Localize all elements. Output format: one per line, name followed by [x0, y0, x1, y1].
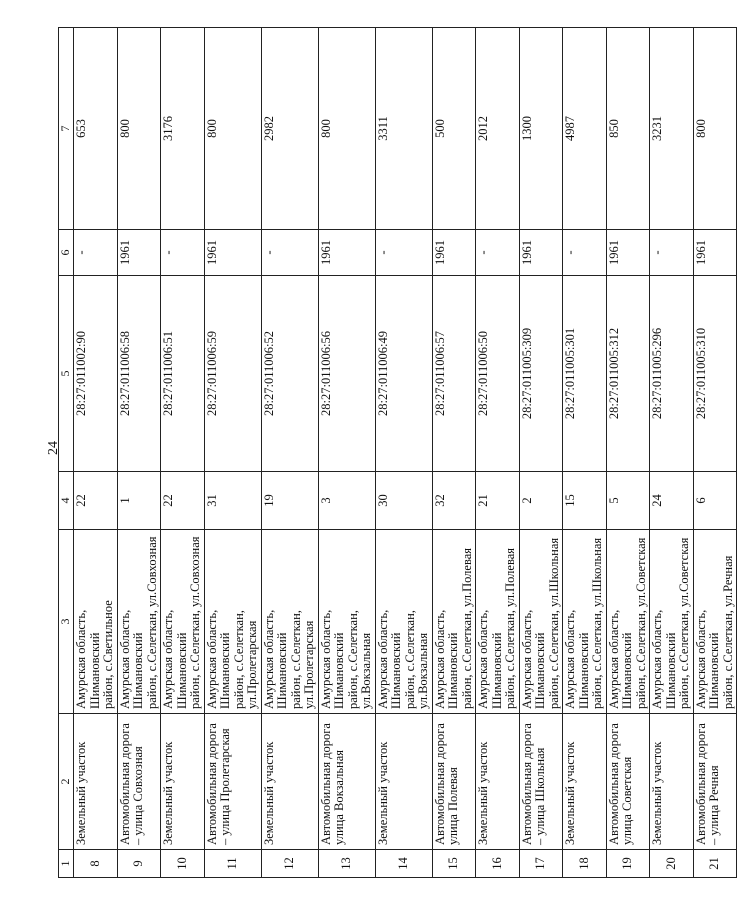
- address-line: район, с.Селеткан, ул.Совхозная: [144, 536, 159, 709]
- object-address: [476, 530, 520, 714]
- object-address: [650, 530, 694, 714]
- header-row: [59, 28, 74, 878]
- value: 500: [432, 28, 476, 230]
- object-name: Земельный участок: [375, 714, 432, 850]
- row-number: 9: [117, 850, 161, 878]
- column-number-header: 3: [59, 530, 74, 714]
- cadastral-number: 28:27:011006:52: [261, 276, 318, 472]
- address-line: район, с.Селеткан, ул.Совхозная: [188, 536, 202, 709]
- value: 2012: [476, 28, 520, 230]
- object-name: Автомобильная дорога – улица Пролетарская: [204, 714, 261, 850]
- object-name: Автомобильная дорога – улица Речная: [693, 714, 737, 850]
- year: 1961: [606, 230, 650, 276]
- object-name: Земельный участок: [563, 714, 607, 850]
- cadastral-number: 28:27:011005:312: [606, 276, 650, 472]
- object-name: Автомобильная дорога улица Вокзальная: [318, 714, 375, 850]
- address-number: 22: [161, 472, 205, 530]
- address-line: Амурская область, Шимановский: [261, 609, 289, 709]
- table-row: [318, 28, 375, 878]
- row-number: 8: [74, 850, 118, 878]
- address-number: 5: [606, 472, 650, 530]
- object-address: [204, 530, 261, 714]
- address-line: Амурская область, Шимановский: [693, 609, 721, 709]
- year: -: [476, 230, 520, 276]
- column-number-header: 1: [59, 850, 74, 878]
- page-number: 24: [46, 441, 61, 455]
- table-row: [117, 28, 161, 878]
- year: -: [375, 230, 432, 276]
- object-address: [519, 530, 563, 714]
- object-address: [161, 530, 205, 714]
- table-row: [74, 28, 118, 878]
- value: 653: [74, 28, 118, 230]
- value: 3311: [375, 28, 432, 230]
- cadastral-number: 28:27:011005:296: [650, 276, 694, 472]
- cadastral-number: 28:27:011006:51: [161, 276, 205, 472]
- address-number: 21: [476, 472, 520, 530]
- address-line: Амурская область, Шимановский: [606, 609, 634, 709]
- year: 1961: [432, 230, 476, 276]
- address-number: 24: [650, 472, 694, 530]
- value: 850: [606, 28, 650, 230]
- object-name: Земельный участок: [261, 714, 318, 850]
- cadastral-number: 28:27:011006:56: [318, 276, 375, 472]
- column-number-header: 4: [59, 472, 74, 530]
- table-row: [432, 28, 476, 878]
- row-number: 19: [606, 850, 650, 878]
- address-line: Амурская область, Шимановский: [519, 609, 547, 709]
- table-row: [563, 28, 607, 878]
- object-address: [318, 530, 375, 714]
- object-address: [375, 530, 432, 714]
- address-number: 32: [432, 472, 476, 530]
- row-number: 15: [432, 850, 476, 878]
- cadastral-number: 28:27:011006:57: [432, 276, 476, 472]
- year: -: [74, 230, 118, 276]
- address-line: район, с.Селеткан, ул.Вокзальная: [402, 610, 430, 709]
- table-row: [476, 28, 520, 878]
- address-line: район, с.Селеткан, ул.Речная: [720, 555, 735, 709]
- table-row: [161, 28, 205, 878]
- address-line: ул.Пролетарская: [245, 620, 259, 709]
- object-address: [693, 530, 737, 714]
- address-number: 22: [74, 472, 118, 530]
- object-name: Земельный участок: [476, 714, 520, 850]
- row-number: 13: [318, 850, 375, 878]
- cadastral-number: 28:27:011005:301: [563, 276, 607, 472]
- table-row: [606, 28, 650, 878]
- address-line: район, с.Селеткан, ул.Школьная: [546, 537, 561, 709]
- cadastral-number: 28:27:011006:58: [117, 276, 161, 472]
- value: 800: [204, 28, 261, 230]
- object-name: Автомобильная дорога улица Советская: [606, 714, 650, 850]
- row-number: 17: [519, 850, 563, 878]
- property-table: [58, 27, 737, 878]
- address-line: Амурская область, Шимановский: [204, 609, 232, 709]
- year: 1961: [318, 230, 375, 276]
- year: 1961: [693, 230, 737, 276]
- object-name: Автомобильная дорога – улица Школьная: [519, 714, 563, 850]
- object-address: [432, 530, 476, 714]
- column-number-header: 5: [59, 276, 74, 472]
- object-name: Земельный участок: [650, 714, 694, 850]
- object-address: [261, 530, 318, 714]
- address-number: 1: [117, 472, 161, 530]
- cadastral-number: 28:27:011005:309: [519, 276, 563, 472]
- address-line: Амурская область, Шимановский: [432, 609, 460, 709]
- address-line: район, с.Селеткан, ул.Вокзальная: [345, 610, 373, 709]
- column-number-header: 6: [59, 230, 74, 276]
- address-number: 30: [375, 472, 432, 530]
- cadastral-number: 28:27:011006:50: [476, 276, 520, 472]
- object-name: Земельный участок: [74, 714, 118, 850]
- cadastral-number: 28:27:011006:59: [204, 276, 261, 472]
- table-row: [693, 28, 737, 878]
- value: 1300: [519, 28, 563, 230]
- cadastral-number: 28:27:011002:90: [74, 276, 118, 472]
- object-address: [563, 530, 607, 714]
- object-address: [117, 530, 161, 714]
- value: 4987: [563, 28, 607, 230]
- cadastral-number: 28:27:011005:310: [693, 276, 737, 472]
- table-row: [519, 28, 563, 878]
- year: -: [650, 230, 694, 276]
- row-number: 11: [204, 850, 261, 878]
- row-number: 16: [476, 850, 520, 878]
- address-number: 15: [563, 472, 607, 530]
- table-row: [261, 28, 318, 878]
- row-number: 18: [563, 850, 607, 878]
- address-line: Амурская область, Шимановский: [161, 609, 189, 709]
- address-line: Амурская область, Шимановский: [563, 609, 591, 709]
- row-number: 14: [375, 850, 432, 878]
- year: -: [261, 230, 318, 276]
- table-row: [375, 28, 432, 878]
- year: -: [161, 230, 205, 276]
- address-number: 6: [693, 472, 737, 530]
- address-line: район, с.Селеткан, ул.Советская: [677, 537, 691, 709]
- address-line: район, с.Селеткан,: [288, 610, 303, 709]
- address-line: Амурская область, Шимановский: [650, 609, 678, 709]
- cadastral-number: 28:27:011006:49: [375, 276, 432, 472]
- address-line: район, с.Селеткан, ул.Полевая: [503, 547, 517, 709]
- address-line: район, с.Селеткан,: [231, 610, 246, 709]
- year: -: [563, 230, 607, 276]
- address-line: Амурская область, Шимановский: [74, 609, 102, 709]
- address-line: ул.Пролетарская: [302, 620, 316, 709]
- column-number-header: 2: [59, 714, 74, 850]
- row-number: 12: [261, 850, 318, 878]
- year: 1961: [519, 230, 563, 276]
- value: 800: [318, 28, 375, 230]
- table-row: [650, 28, 694, 878]
- year: 1961: [204, 230, 261, 276]
- value: 800: [117, 28, 161, 230]
- table-body: [59, 28, 737, 878]
- row-number: 20: [650, 850, 694, 878]
- year: 1961: [117, 230, 161, 276]
- row-number: 21: [693, 850, 737, 878]
- value: 2982: [261, 28, 318, 230]
- object-address: [74, 530, 118, 714]
- object-name: Автомобильная дорога улица Полевая: [432, 714, 476, 850]
- object-address: [606, 530, 650, 714]
- object-name: Земельный участок: [161, 714, 205, 850]
- address-number: 3: [318, 472, 375, 530]
- address-line: Амурская область, Шимановский: [117, 609, 145, 709]
- value: 3231: [650, 28, 694, 230]
- address-line: район, с.Селеткан, ул.Советская: [633, 537, 648, 709]
- address-number: 2: [519, 472, 563, 530]
- column-number-header: 7: [59, 28, 74, 230]
- address-line: Амурская область, Шимановский: [375, 609, 403, 709]
- address-line: район, с.Селеткан, ул.Школьная: [590, 537, 604, 709]
- value: 800: [693, 28, 737, 230]
- address-line: Амурская область, Шимановский: [318, 609, 346, 709]
- row-number: 10: [161, 850, 205, 878]
- value: 3176: [161, 28, 205, 230]
- address-number: 31: [204, 472, 261, 530]
- table-row: [204, 28, 261, 878]
- object-name: Автомобильная дорога – улица Совхозная: [117, 714, 161, 850]
- address-number: 19: [261, 472, 318, 530]
- rotated-page: [58, 28, 735, 878]
- address-line: Амурская область, Шимановский: [476, 609, 504, 709]
- address-line: район, с.Светильное: [101, 600, 115, 709]
- address-line: район, с.Селеткан, ул.Полевая: [459, 547, 474, 709]
